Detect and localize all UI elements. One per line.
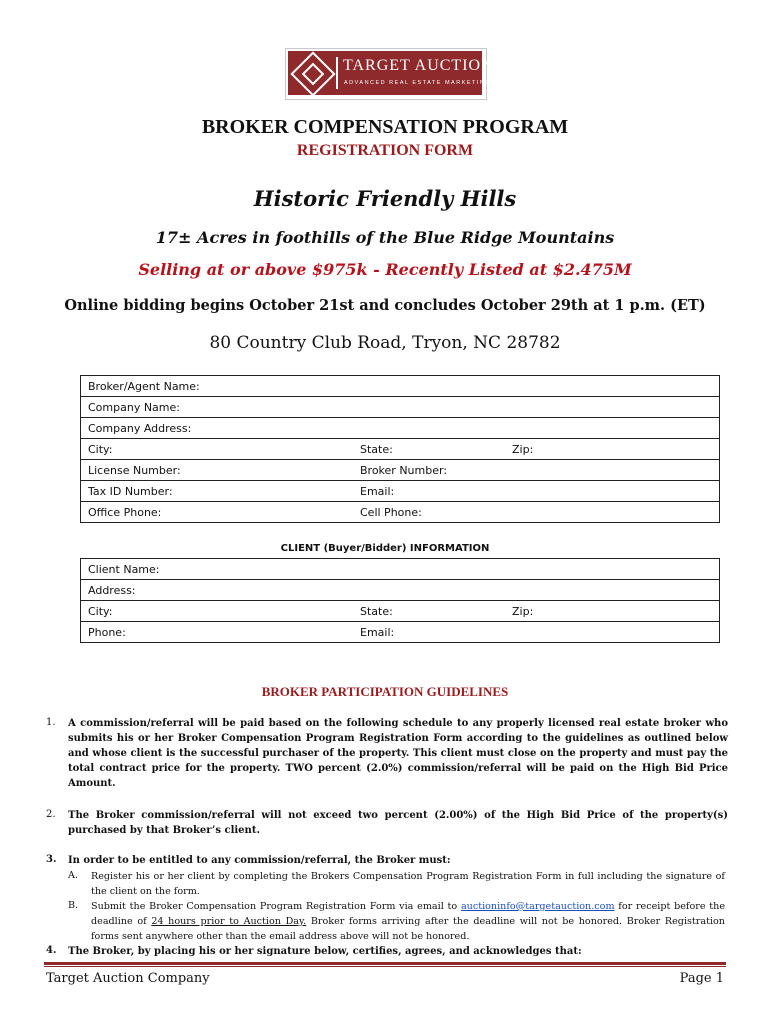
- tax-id-field[interactable]: Tax ID Number:: [81, 481, 354, 502]
- zip-field[interactable]: Zip:: [505, 439, 720, 460]
- item-number: 2.: [46, 809, 56, 820]
- guideline-text: for receipt before the deadline of: [91, 901, 725, 927]
- client-phone-field[interactable]: Phone:: [81, 622, 354, 643]
- client-address-field[interactable]: Address:: [81, 580, 720, 601]
- guideline-text: Broker forms arriving after the deadline will not be honored. Broker Registration forms sent anywhere other than the email address above will not be honored.: [91, 916, 725, 942]
- table-row: [81, 481, 720, 502]
- broker-info-table: [80, 375, 720, 523]
- table-row: [81, 601, 720, 622]
- property-name: Historic Friendly Hills: [253, 186, 517, 211]
- item-number: 1.: [46, 717, 56, 728]
- office-phone-field[interactable]: Office Phone:: [81, 502, 354, 523]
- client-state-field[interactable]: State:: [353, 601, 505, 622]
- table-row: [81, 622, 720, 643]
- property-pricing: Selling at or above $975k - Recently Listed at $2.475M: [138, 260, 632, 279]
- table-row: [81, 376, 720, 397]
- table-row: [81, 439, 720, 460]
- client-section-heading: CLIENT (Buyer/Bidder) INFORMATION: [280, 543, 490, 554]
- logo-divider: [336, 57, 338, 89]
- state-field[interactable]: State:: [353, 439, 505, 460]
- cell-phone-field[interactable]: Cell Phone:: [353, 502, 720, 523]
- page-number: Page 1: [679, 971, 724, 986]
- program-title: BROKER COMPENSATION PROGRAM: [201, 116, 569, 138]
- logo-tagline: ADVANCED REAL ESTATE MARKETING: [344, 80, 492, 86]
- license-number-field[interactable]: License Number:: [81, 460, 354, 481]
- guideline-item-4: [68, 944, 728, 959]
- deadline-text: 24 hours prior to Auction Day.: [151, 916, 307, 927]
- item-letter: A.: [68, 870, 78, 881]
- client-email-field[interactable]: Email:: [353, 622, 720, 643]
- client-name-field[interactable]: Client Name:: [81, 559, 720, 580]
- form-title: REGISTRATION FORM: [296, 142, 474, 159]
- guideline-text: Submit the Broker Compensation Program Registration Form via email to: [91, 901, 461, 912]
- guideline-text: The Broker, by placing his or her signature below, certifies, agrees, and acknowledges that:: [68, 946, 582, 957]
- logo-box: [288, 51, 494, 95]
- footer-divider-thin: [44, 966, 726, 967]
- client-info-table: [80, 558, 720, 643]
- company-name-field[interactable]: Company Name:: [81, 397, 720, 418]
- broker-email-field[interactable]: Email:: [353, 481, 720, 502]
- guideline-text: In order to be entitled to any commission/referral, the Broker must:: [68, 855, 451, 866]
- item-letter: B.: [68, 900, 79, 911]
- email-link[interactable]: auctioninfo@targetauction.com: [460, 901, 615, 912]
- agent-name-field[interactable]: Broker/Agent Name:: [81, 376, 720, 397]
- guidelines-heading: BROKER PARTICIPATION GUIDELINES: [261, 684, 509, 699]
- client-city-field[interactable]: City:: [81, 601, 354, 622]
- bidding-dates: Online bidding begins October 21st and concludes October 29th at 1 p.m. (ET): [64, 297, 706, 314]
- guideline-item-3b: [91, 899, 725, 944]
- guideline-item-3: [68, 853, 728, 868]
- guideline-item-2: [68, 808, 728, 838]
- company-address-field[interactable]: Company Address:: [81, 418, 720, 439]
- table-row: [81, 460, 720, 481]
- table-row: [81, 580, 720, 601]
- city-field[interactable]: City:: [81, 439, 354, 460]
- guideline-item-3a: Register his or her client by completing the Brokers Compensation Program Registration Form in full including the signature of the client on the form.: [91, 871, 725, 897]
- item-number: 4.: [46, 945, 57, 956]
- property-address: 80 Country Club Road, Tryon, NC 28782: [209, 333, 561, 353]
- table-row: [81, 559, 720, 580]
- guideline-item-1: [68, 716, 728, 791]
- logo-name: TARGET AUCTION: [343, 57, 494, 74]
- client-zip-field[interactable]: Zip:: [505, 601, 720, 622]
- property-acreage: 17± Acres in foothills of the Blue Ridge Mountains: [155, 228, 615, 247]
- table-row: [81, 397, 720, 418]
- item-number: 3.: [46, 854, 57, 865]
- broker-number-field[interactable]: Broker Number:: [353, 460, 720, 481]
- footer-company: Target Auction Company: [46, 971, 210, 986]
- footer-divider: [44, 962, 726, 965]
- guideline-text: A commission/referral will be paid based on the following schedule to any properly licensed real estate broker who submits his or her Broker Compensation Program Registration Form according to the guidelines as outlined below and whose client is the successful purchaser of the property. This client must close on the property and must pay the total contract price for the property. TWO percent (2.0%) commission/referral will be paid on the High Bid Price Amount.: [68, 718, 728, 789]
- guideline-text: The Broker commission/referral will not exceed two percent (2.00%) of the High Bid Price of the property(s) purchased by that Broker’s client.: [68, 810, 728, 836]
- company-logo: [285, 48, 494, 100]
- table-row: [81, 418, 720, 439]
- table-row: [81, 502, 720, 523]
